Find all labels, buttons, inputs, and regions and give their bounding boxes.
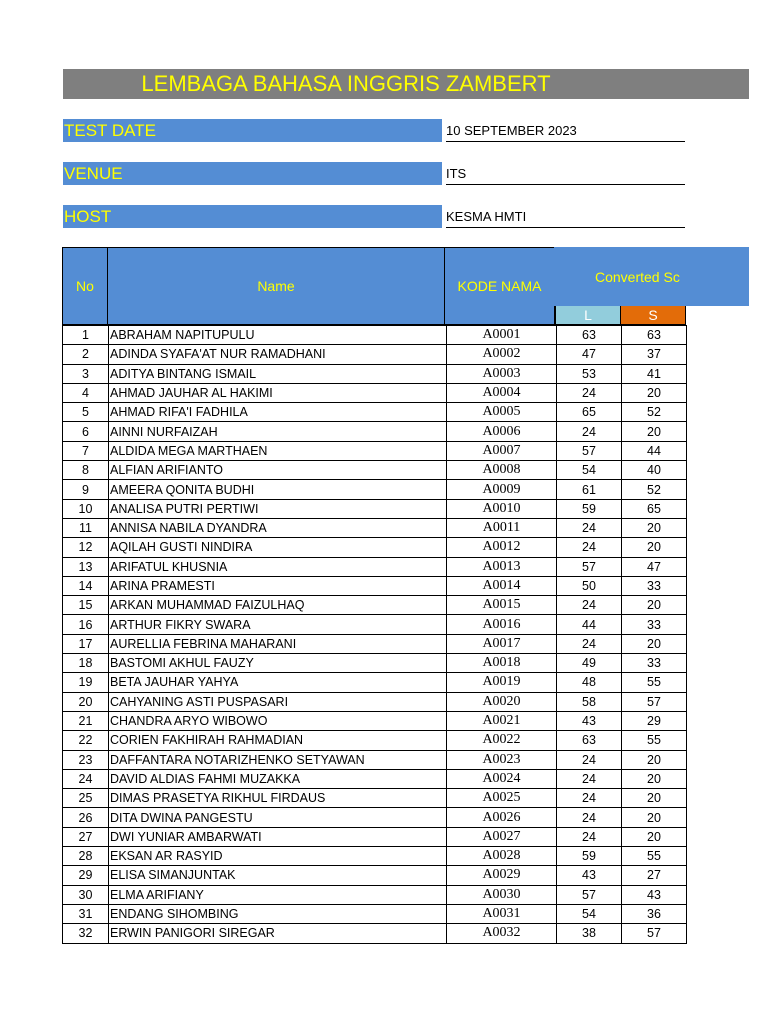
student-name: BETA JAUHAR YAHYA xyxy=(109,673,447,692)
student-name: ANNISA NABILA DYANDRA xyxy=(109,518,447,537)
student-name: ALDIDA MEGA MARTHAEN xyxy=(109,441,447,460)
row-number: 11 xyxy=(63,518,109,537)
student-name: ADINDA SYAFA'AT NUR RAMADHANI xyxy=(109,345,447,364)
student-name: DWI YUNIAR AMBARWATI xyxy=(109,827,447,846)
student-name: ADITYA BINTANG ISMAIL xyxy=(109,364,447,383)
row-number: 32 xyxy=(63,924,109,943)
score-l: 24 xyxy=(557,769,622,788)
score-s: 20 xyxy=(622,538,687,557)
score-l: 59 xyxy=(557,499,622,518)
score-s: 20 xyxy=(622,596,687,615)
kode-nama: A0032 xyxy=(447,924,557,943)
table-row xyxy=(63,924,687,943)
row-number: 7 xyxy=(63,441,109,460)
kode-nama: A0010 xyxy=(447,499,557,518)
kode-nama: A0021 xyxy=(447,711,557,730)
kode-nama: A0027 xyxy=(447,827,557,846)
kode-nama: A0002 xyxy=(447,345,557,364)
column-header-kode-nama: KODE NAMA xyxy=(444,247,555,325)
table-row xyxy=(63,711,687,730)
score-l: 38 xyxy=(557,924,622,943)
score-l: 59 xyxy=(557,847,622,866)
score-s: 20 xyxy=(622,827,687,846)
kode-nama: A0008 xyxy=(447,461,557,480)
score-s: 43 xyxy=(622,885,687,904)
kode-nama: A0026 xyxy=(447,808,557,827)
row-number: 4 xyxy=(63,383,109,402)
table-row xyxy=(63,615,687,634)
score-l: 24 xyxy=(557,789,622,808)
student-name: CAHYANING ASTI PUSPASARI xyxy=(109,692,447,711)
student-name: DAFFANTARA NOTARIZHENKO SETYAWAN xyxy=(109,750,447,769)
student-name: ABRAHAM NAPITUPULU xyxy=(109,326,447,345)
student-name: ENDANG SIHOMBING xyxy=(109,904,447,923)
student-name: AQILAH GUSTI NINDIRA xyxy=(109,538,447,557)
table-row xyxy=(63,480,687,499)
score-l: 57 xyxy=(557,441,622,460)
student-name: ARINA PRAMESTI xyxy=(109,576,447,595)
table-row xyxy=(63,383,687,402)
column-header-l: L xyxy=(555,306,620,325)
row-number: 1 xyxy=(63,326,109,345)
kode-nama: A0011 xyxy=(447,518,557,537)
score-table-body xyxy=(63,326,687,944)
score-l: 57 xyxy=(557,557,622,576)
row-number: 17 xyxy=(63,634,109,653)
kode-nama: A0015 xyxy=(447,596,557,615)
kode-nama: A0017 xyxy=(447,634,557,653)
score-l: 54 xyxy=(557,904,622,923)
score-s: 57 xyxy=(622,692,687,711)
kode-nama: A0023 xyxy=(447,750,557,769)
kode-nama: A0009 xyxy=(447,480,557,499)
table-row xyxy=(63,403,687,422)
kode-nama: A0014 xyxy=(447,576,557,595)
student-name: ARIFATUL KHUSNIA xyxy=(109,557,447,576)
student-name: AHMAD JAUHAR AL HAKIMI xyxy=(109,383,447,402)
table-row xyxy=(63,692,687,711)
kode-nama: A0018 xyxy=(447,654,557,673)
score-l: 24 xyxy=(557,634,622,653)
row-number: 21 xyxy=(63,711,109,730)
table-row xyxy=(63,518,687,537)
student-name: DIMAS PRASETYA RIKHUL FIRDAUS xyxy=(109,789,447,808)
test-date-value: 10 SEPTEMBER 2023 xyxy=(446,120,685,142)
row-number: 31 xyxy=(63,904,109,923)
score-l: 65 xyxy=(557,403,622,422)
row-number: 26 xyxy=(63,808,109,827)
score-l: 24 xyxy=(557,808,622,827)
table-row xyxy=(63,364,687,383)
table-row xyxy=(63,750,687,769)
row-number: 10 xyxy=(63,499,109,518)
kode-nama: A0031 xyxy=(447,904,557,923)
row-number: 23 xyxy=(63,750,109,769)
student-name: CORIEN FAKHIRAH RAHMADIAN xyxy=(109,731,447,750)
score-s: 20 xyxy=(622,634,687,653)
score-l: 24 xyxy=(557,518,622,537)
score-l: 24 xyxy=(557,750,622,769)
score-s: 36 xyxy=(622,904,687,923)
score-s: 20 xyxy=(622,518,687,537)
score-s: 57 xyxy=(622,924,687,943)
table-row xyxy=(63,827,687,846)
student-name: BASTOMI AKHUL FAUZY xyxy=(109,654,447,673)
row-number: 18 xyxy=(63,654,109,673)
score-l: 43 xyxy=(557,866,622,885)
kode-nama: A0022 xyxy=(447,731,557,750)
table-row xyxy=(63,422,687,441)
column-header-s: S xyxy=(620,306,686,325)
row-number: 30 xyxy=(63,885,109,904)
row-number: 9 xyxy=(63,480,109,499)
table-row xyxy=(63,634,687,653)
score-l: 24 xyxy=(557,538,622,557)
row-number: 16 xyxy=(63,615,109,634)
table-row xyxy=(63,576,687,595)
score-l: 53 xyxy=(557,364,622,383)
score-l: 47 xyxy=(557,345,622,364)
score-l: 24 xyxy=(557,827,622,846)
student-name: AHMAD RIFA'I FADHILA xyxy=(109,403,447,422)
student-name: DAVID ALDIAS FAHMI MUZAKKA xyxy=(109,769,447,788)
page-title: LEMBAGA BAHASA INGGRIS ZAMBERT xyxy=(63,69,749,99)
score-s: 20 xyxy=(622,808,687,827)
table-row xyxy=(63,789,687,808)
kode-nama: A0016 xyxy=(447,615,557,634)
student-name: ARKAN MUHAMMAD FAIZULHAQ xyxy=(109,596,447,615)
score-s: 52 xyxy=(622,480,687,499)
score-s: 47 xyxy=(622,557,687,576)
score-l: 43 xyxy=(557,711,622,730)
table-row xyxy=(63,885,687,904)
venue-label: VENUE xyxy=(63,162,442,185)
column-header-name: Name xyxy=(107,247,445,325)
table-row xyxy=(63,731,687,750)
score-s: 33 xyxy=(622,615,687,634)
table-row xyxy=(63,866,687,885)
score-s: 20 xyxy=(622,789,687,808)
row-number: 12 xyxy=(63,538,109,557)
student-name: DITA DWINA PANGESTU xyxy=(109,808,447,827)
table-row xyxy=(63,673,687,692)
student-name: AMEERA QONITA BUDHI xyxy=(109,480,447,499)
score-s: 20 xyxy=(622,383,687,402)
row-number: 27 xyxy=(63,827,109,846)
host-label: HOST xyxy=(63,205,442,228)
student-name: CHANDRA ARYO WIBOWO xyxy=(109,711,447,730)
score-s: 20 xyxy=(622,769,687,788)
row-number: 15 xyxy=(63,596,109,615)
score-s: 41 xyxy=(622,364,687,383)
student-name: ALFIAN ARIFIANTO xyxy=(109,461,447,480)
kode-nama: A0012 xyxy=(447,538,557,557)
score-s: 33 xyxy=(622,576,687,595)
table-row xyxy=(63,326,687,345)
kode-nama: A0003 xyxy=(447,364,557,383)
row-number: 19 xyxy=(63,673,109,692)
row-number: 22 xyxy=(63,731,109,750)
kode-nama: A0006 xyxy=(447,422,557,441)
host-value: KESMA HMTI xyxy=(446,206,685,228)
student-name: ERWIN PANIGORI SIREGAR xyxy=(109,924,447,943)
table-row xyxy=(63,345,687,364)
table-row xyxy=(63,847,687,866)
student-name: ANALISA PUTRI PERTIWI xyxy=(109,499,447,518)
row-number: 28 xyxy=(63,847,109,866)
score-s: 52 xyxy=(622,403,687,422)
kode-nama: A0028 xyxy=(447,847,557,866)
score-s: 40 xyxy=(622,461,687,480)
kode-nama: A0019 xyxy=(447,673,557,692)
table-row xyxy=(63,904,687,923)
score-s: 20 xyxy=(622,422,687,441)
row-number: 8 xyxy=(63,461,109,480)
score-l: 58 xyxy=(557,692,622,711)
score-l: 49 xyxy=(557,654,622,673)
score-s: 55 xyxy=(622,731,687,750)
kode-nama: A0030 xyxy=(447,885,557,904)
kode-nama: A0013 xyxy=(447,557,557,576)
kode-nama: A0004 xyxy=(447,383,557,402)
row-number: 24 xyxy=(63,769,109,788)
score-s: 55 xyxy=(622,673,687,692)
score-s: 55 xyxy=(622,847,687,866)
score-l: 54 xyxy=(557,461,622,480)
table-row xyxy=(63,654,687,673)
score-l: 24 xyxy=(557,596,622,615)
table-row xyxy=(63,441,687,460)
score-l: 63 xyxy=(557,326,622,345)
table-row xyxy=(63,596,687,615)
score-s: 44 xyxy=(622,441,687,460)
score-l: 50 xyxy=(557,576,622,595)
score-s: 27 xyxy=(622,866,687,885)
student-name: ELISA SIMANJUNTAK xyxy=(109,866,447,885)
table-row xyxy=(63,808,687,827)
row-number: 6 xyxy=(63,422,109,441)
score-l: 24 xyxy=(557,422,622,441)
score-s: 63 xyxy=(622,326,687,345)
kode-nama: A0020 xyxy=(447,692,557,711)
student-name: AURELLIA FEBRINA MAHARANI xyxy=(109,634,447,653)
venue-value: ITS xyxy=(446,163,685,185)
student-name: ELMA ARIFIANY xyxy=(109,885,447,904)
student-name: EKSAN AR RASYID xyxy=(109,847,447,866)
table-header xyxy=(62,247,749,325)
table-row xyxy=(63,557,687,576)
score-s: 20 xyxy=(622,750,687,769)
score-s: 37 xyxy=(622,345,687,364)
table-row xyxy=(63,769,687,788)
row-number: 2 xyxy=(63,345,109,364)
kode-nama: A0005 xyxy=(447,403,557,422)
score-l: 48 xyxy=(557,673,622,692)
score-table xyxy=(62,325,687,944)
kode-nama: A0007 xyxy=(447,441,557,460)
row-number: 3 xyxy=(63,364,109,383)
kode-nama: A0025 xyxy=(447,789,557,808)
score-l: 44 xyxy=(557,615,622,634)
student-name: AINNI NURFAIZAH xyxy=(109,422,447,441)
score-s: 29 xyxy=(622,711,687,730)
row-number: 20 xyxy=(63,692,109,711)
row-number: 13 xyxy=(63,557,109,576)
row-number: 29 xyxy=(63,866,109,885)
row-number: 14 xyxy=(63,576,109,595)
column-header-no: No xyxy=(62,247,108,325)
row-number: 5 xyxy=(63,403,109,422)
test-date-label: TEST DATE xyxy=(63,119,442,142)
student-name: ARTHUR FIKRY SWARA xyxy=(109,615,447,634)
score-l: 24 xyxy=(557,383,622,402)
table-row xyxy=(63,499,687,518)
score-s: 33 xyxy=(622,654,687,673)
kode-nama: A0024 xyxy=(447,769,557,788)
kode-nama: A0001 xyxy=(447,326,557,345)
table-row xyxy=(63,538,687,557)
row-number: 25 xyxy=(63,789,109,808)
score-s: 65 xyxy=(622,499,687,518)
table-row xyxy=(63,461,687,480)
column-header-converted-score: Converted Sc xyxy=(554,247,749,306)
score-l: 63 xyxy=(557,731,622,750)
score-l: 61 xyxy=(557,480,622,499)
score-l: 57 xyxy=(557,885,622,904)
kode-nama: A0029 xyxy=(447,866,557,885)
